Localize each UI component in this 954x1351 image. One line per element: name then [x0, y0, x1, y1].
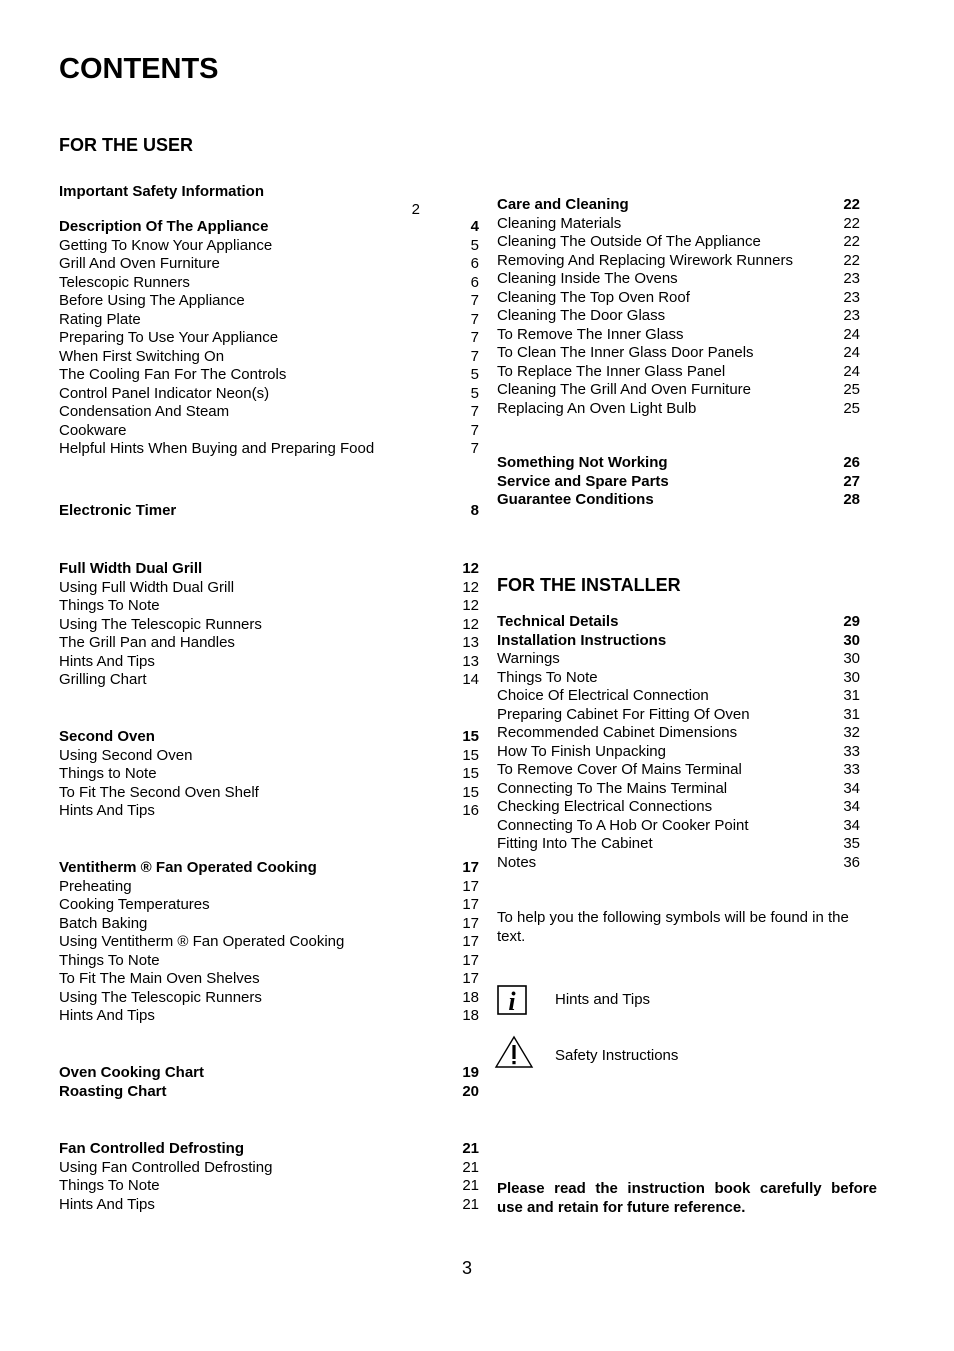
- toc-entry-page: 23: [843, 270, 860, 287]
- safety-entry-page: 2: [411, 201, 420, 218]
- toc-entry-label: To Replace The Inner Glass Panel: [497, 362, 726, 380]
- toc-entry-page: 27: [843, 472, 860, 490]
- toc-entry-page: 17: [462, 970, 479, 987]
- toc-entry-label: Preheating: [59, 877, 132, 895]
- toc-entry-page: 17: [462, 914, 479, 932]
- page-number: 3: [461, 1258, 472, 1278]
- toc-entry-page: 6: [470, 255, 479, 272]
- toc-entry-page: 12: [462, 615, 479, 633]
- toc-entry-label: Care and Cleaning: [497, 196, 629, 213]
- toc-entry-page: 31: [843, 687, 860, 704]
- toc-entry-label: Replacing An Oven Light Bulb: [497, 399, 697, 417]
- toc-entry-page: 32: [843, 724, 860, 741]
- toc-entry-label: Things to Note: [59, 765, 157, 782]
- toc-entry-label: Grill And Oven Furniture: [59, 255, 220, 272]
- installer-section-heading: FOR THE INSTALLER: [497, 575, 681, 595]
- toc-entry-label: Hints And Tips: [59, 802, 155, 819]
- toc-entry-page: 7: [470, 440, 479, 457]
- toc-entry-label: Oven Cooking Chart: [59, 1064, 205, 1081]
- toc-entry-page: 7: [470, 310, 479, 328]
- toc-entry-label: Cleaning The Door Glass: [497, 307, 666, 324]
- toc-entry-page: 18: [462, 988, 479, 1006]
- toc-entry-page: 28: [843, 491, 860, 508]
- toc-entry-page: 24: [843, 362, 860, 380]
- toc-entry-label: Things To Note: [59, 1177, 160, 1194]
- toc-entry-label: Electronic Timer: [59, 502, 177, 519]
- symbols-intro-line-1: To help you the following symbols will be found in the: [497, 909, 849, 926]
- toc-entry-label: To Fit The Second Oven Shelf: [59, 783, 259, 801]
- toc-entry-label: Things To Note: [59, 597, 160, 614]
- toc-entry-label: Helpful Hints When Buying and Preparing Food: [59, 440, 375, 457]
- toc-entry-page: 21: [462, 1195, 479, 1213]
- toc-entry-label: Removing And Replacing Wirework Runners: [497, 251, 793, 269]
- toc-entry-label: Choice Of Electrical Connection: [497, 687, 709, 704]
- toc-entry-label: Description Of The Appliance: [59, 218, 269, 235]
- toc-entry-label: Connecting To A Hob Or Cooker Point: [497, 816, 749, 834]
- toc-entry-page: 35: [843, 835, 860, 852]
- toc-entry-label: When First Switching On: [59, 347, 225, 365]
- toc-entry-page: 15: [462, 746, 479, 764]
- toc-entry-page: 12: [462, 560, 479, 577]
- toc-entry-page: 22: [843, 214, 860, 232]
- toc-entry-page: 7: [470, 347, 479, 365]
- toc-entry-page: 4: [470, 218, 479, 235]
- toc-entry-page: 34: [843, 779, 860, 797]
- toc-entry-page: 36: [843, 853, 860, 871]
- toc-entry-label: Notes: [497, 853, 537, 871]
- toc-entry-label: The Cooling Fan For The Controls: [59, 366, 287, 383]
- toc-entry-label: Cleaning The Top Oven Roof: [497, 288, 690, 306]
- toc-entry-label: Preparing To Use Your Appliance: [59, 329, 279, 346]
- toc-entry-page: 7: [470, 421, 479, 439]
- toc-entry-page: 12: [462, 578, 479, 596]
- toc-entry-page: 25: [843, 381, 860, 398]
- toc-entry-page: 34: [843, 816, 860, 834]
- toc-entry-label: Using Fan Controlled Defrosting: [59, 1158, 273, 1176]
- toc-entry-label: Grilling Chart: [59, 671, 147, 688]
- read-instructions-notice: [497, 1180, 877, 1217]
- toc-entry-page: 17: [462, 933, 479, 950]
- toc-entry-label: Things To Note: [59, 951, 160, 969]
- toc-entry-label: Guarantee Conditions: [497, 491, 654, 508]
- toc-entry-page: 17: [462, 859, 479, 876]
- toc-entry-page: 21: [462, 1177, 479, 1194]
- toc-entry-page: 23: [843, 288, 860, 306]
- page-title: CONTENTS: [59, 53, 219, 85]
- toc-entry-label: The Grill Pan and Handles: [59, 634, 235, 651]
- toc-entry-label: Things To Note: [497, 668, 598, 686]
- toc-entry-page: 31: [843, 705, 860, 723]
- info-icon: [497, 985, 527, 1015]
- toc-entry-page: 22: [843, 251, 860, 269]
- toc-entry-page: 13: [462, 634, 479, 651]
- toc-entry-label: Batch Baking: [59, 914, 148, 932]
- toc-entry-page: 29: [843, 613, 860, 630]
- toc-entry-label: Technical Details: [497, 613, 619, 630]
- toc-entry-label: Control Panel Indicator Neon(s): [59, 384, 270, 402]
- toc-entry-page: 21: [462, 1158, 479, 1176]
- safety-instructions-label: Safety Instructions: [555, 1047, 679, 1064]
- toc-entry-label: Service and Spare Parts: [497, 472, 669, 490]
- toc-entry-page: 15: [462, 765, 479, 782]
- toc-entry-label: Something Not Working: [497, 454, 668, 471]
- toc-entry-page: 22: [843, 233, 860, 250]
- hints-and-tips-label: Hints and Tips: [555, 991, 651, 1008]
- toc-entry-label: Installation Instructions: [497, 631, 667, 649]
- toc-entry-label: To Remove Cover Of Mains Terminal: [497, 761, 742, 778]
- toc-entry-label: Cleaning The Grill And Oven Furniture: [497, 381, 752, 398]
- toc-entry-label: Telescopic Runners: [59, 273, 190, 291]
- toc-entry-page: 30: [843, 631, 860, 649]
- toc-entry-label: Using The Telescopic Runners: [59, 988, 262, 1006]
- toc-entry-page: 5: [470, 384, 479, 402]
- toc-entry-page: 18: [462, 1007, 479, 1024]
- toc-entry-label: Using Second Oven: [59, 746, 193, 764]
- toc-entry-page: 13: [462, 652, 479, 670]
- toc-entry-label: To Remove The Inner Glass: [497, 325, 684, 343]
- toc-entry-label: Before Using The Appliance: [59, 292, 245, 309]
- toc-entry-page: 6: [470, 273, 479, 291]
- toc-entry-page: 33: [843, 761, 860, 778]
- toc-entry-label: To Fit The Main Oven Shelves: [59, 970, 260, 987]
- toc-entry-label: Cleaning Inside The Ovens: [497, 270, 678, 287]
- toc-entry-page: 26: [843, 454, 860, 471]
- toc-entry-label: Cooking Temperatures: [59, 896, 210, 913]
- toc-entry-page: 8: [470, 502, 479, 519]
- toc-entry-page: 7: [470, 403, 479, 420]
- notice-line-1: Please read the instruction book carefully before: [497, 1180, 877, 1197]
- toc-entry-page: 17: [462, 877, 479, 895]
- toc-entry-page: 7: [470, 329, 479, 346]
- toc-entry-label: Hints And Tips: [59, 1007, 155, 1024]
- toc-entry-page: 5: [470, 236, 479, 254]
- safety-entry-label: Important Safety Information: [59, 183, 265, 200]
- toc-entry-label: Ventitherm ® Fan Operated Cooking: [59, 859, 317, 876]
- toc-entry-label: Full Width Dual Grill: [59, 560, 203, 577]
- toc-entry-page: 5: [470, 366, 479, 383]
- toc-entry-label: Hints And Tips: [59, 1195, 155, 1213]
- toc-entry-label: Cleaning The Outside Of The Appliance: [497, 233, 761, 250]
- toc-entry-label: Rating Plate: [59, 310, 141, 328]
- toc-entry-page: 17: [462, 896, 479, 913]
- toc-entry-label: Roasting Chart: [59, 1082, 167, 1100]
- toc-entry-label: Cleaning Materials: [497, 214, 622, 232]
- toc-entry-page: 14: [462, 671, 479, 688]
- toc-entry-label: Preparing Cabinet For Fitting Of Oven: [497, 705, 750, 723]
- toc-entry-page: 20: [462, 1082, 479, 1100]
- toc-entry-label: Recommended Cabinet Dimensions: [497, 724, 738, 741]
- toc-entry-page: 21: [462, 1140, 479, 1157]
- toc-entry-label: Condensation And Steam: [59, 403, 230, 420]
- toc-entry-label: Checking Electrical Connections: [497, 798, 713, 815]
- toc-entry-label: Connecting To The Mains Terminal: [497, 779, 728, 797]
- toc-entry-page: 23: [843, 307, 860, 324]
- toc-entry-label: Using Full Width Dual Grill: [59, 578, 235, 596]
- toc-entry-page: 33: [843, 742, 860, 760]
- toc-entry-label: Warnings: [497, 650, 560, 667]
- toc-entry-label: Second Oven: [59, 728, 155, 745]
- toc-entry-page: 34: [843, 798, 860, 815]
- toc-entry-label: How To Finish Unpacking: [497, 742, 666, 760]
- toc-entry-label: Hints And Tips: [59, 652, 155, 670]
- toc-entry-page: 15: [462, 728, 479, 745]
- toc-entry-page: 24: [843, 344, 860, 361]
- warning-icon: [494, 1035, 534, 1069]
- toc-entry-page: 22: [843, 196, 860, 213]
- toc-entry-label: Fitting Into The Cabinet: [497, 835, 653, 852]
- toc-entry-label: Using Ventitherm ® Fan Operated Cooking: [59, 933, 345, 950]
- toc-entry-label: Fan Controlled Defrosting: [59, 1140, 244, 1157]
- toc-entry-label: Getting To Know Your Appliance: [59, 236, 273, 254]
- toc-entry-label: Cookware: [59, 421, 127, 439]
- notice-line-2: use and retain for future reference.: [497, 1198, 746, 1216]
- toc-entry-page: 25: [843, 399, 860, 417]
- toc-entry-page: 19: [462, 1064, 479, 1081]
- toc-entry-page: 12: [462, 597, 479, 614]
- toc-entry-page: 30: [843, 650, 860, 667]
- toc-entry-label: Using The Telescopic Runners: [59, 615, 262, 633]
- user-section-heading: FOR THE USER: [59, 135, 194, 155]
- toc-entry-page: 16: [462, 802, 479, 819]
- toc-entry-label: To Clean The Inner Glass Door Panels: [497, 344, 754, 361]
- svg-text:i: i: [508, 987, 516, 1015]
- toc-entry-page: 15: [462, 783, 479, 801]
- symbols-intro-line-2: text.: [497, 928, 526, 945]
- toc-entry-page: 24: [843, 325, 860, 343]
- toc-entry-page: 7: [470, 292, 479, 309]
- toc-entry-page: 30: [843, 668, 860, 686]
- toc-entry-page: 17: [462, 951, 479, 969]
